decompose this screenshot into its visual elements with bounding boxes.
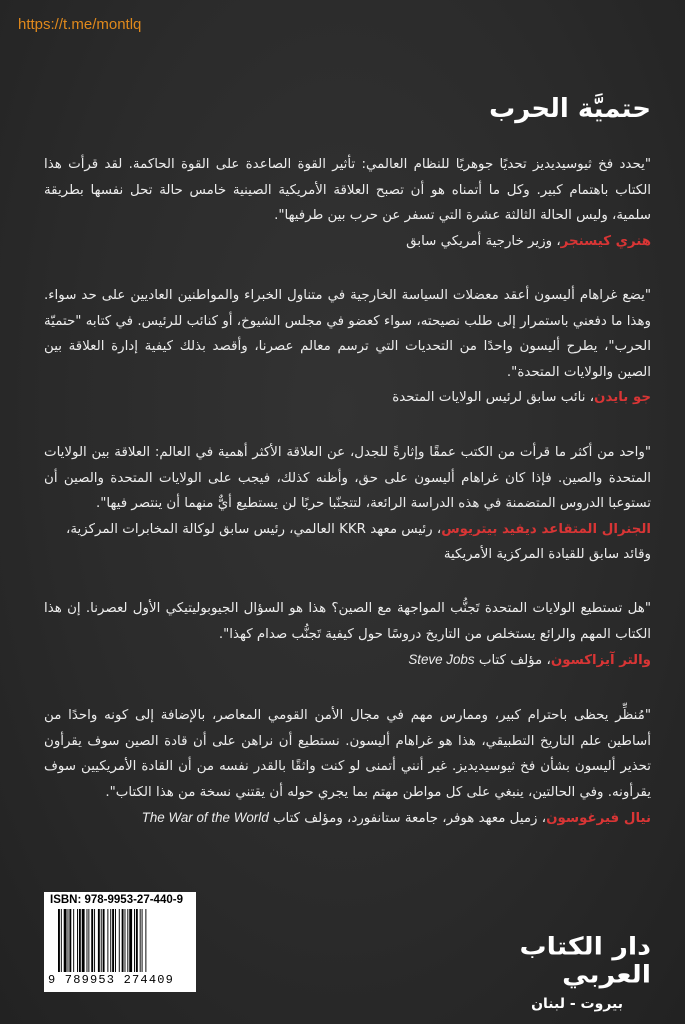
barcode-bar xyxy=(142,909,143,972)
quote-text: "يحدد فخ ثيوسيديديز تحديًا جوهريًا للنظام العالمي: تأثير القوة الصاعدة على القوة الحاكمة. لقد قرأت هذا الكتاب باهتمام كبير. وكل ما أتمناه هو أن تصبح العلاقة الأمريكية الصينية خامس حالة تحل نفسها بطريقة سلمية، وليس الحالة الثالثة عشرة التي تسفر عن حرب بين طرفيها". xyxy=(44,157,651,223)
barcode-bar xyxy=(88,909,89,972)
barcode-bar xyxy=(79,909,81,972)
barcode-bar xyxy=(122,909,124,972)
barcode-bar xyxy=(134,909,135,972)
publisher-logo: دار الكتاب العربي xyxy=(519,933,651,989)
isbn-barcode xyxy=(44,892,196,992)
barcode-bar xyxy=(145,909,146,972)
barcode-bar xyxy=(77,909,78,972)
watermark-link[interactable]: https://t.me/montlq xyxy=(18,16,142,33)
barcode-bar xyxy=(129,909,132,972)
quote-text: "مُنظِّر يحظى باحترام كبير، وممارس مهم في مجال الأمن القومي المعاصر، بالإضافة إلى كونه واحدًا من أساطين علم التاريخ التطبيقي، هذا هو غراهام أليسون. نستطيع أن نراهن على أن قادة الصين سوف يقرأون تحذير أليسون بشأن فخ ثيوسيديديز. غير أنني أتمنى لو كنت واثقًا بالقدر نفسه من أن القادة الأمريكيين سوف يقرأونه. وفي الحالتين، ينبغي على كل مواطن مهتم بما يجري حوله أن يقتني نسخة من هذا الكتاب". xyxy=(44,708,651,800)
quote-author-role: ، نائب سابق لرئيس الولايات المتحدة xyxy=(392,390,595,405)
quote-attribution xyxy=(44,385,651,411)
barcode-bar xyxy=(58,909,60,972)
barcode-bar xyxy=(127,909,128,972)
quote-author-role: ، رئيس معهد KKR العالمي، رئيس سابق لوكالة المخابرات المركزية، وقائد سابق للقيادة المركزية الأمريكية xyxy=(66,521,651,562)
barcode-bar xyxy=(94,909,95,972)
barcode-bar xyxy=(119,909,120,972)
barcode-bar xyxy=(91,909,93,972)
barcode-digits: 9 789953 274409 xyxy=(48,973,175,987)
quote-text: "واحد من أكثر ما قرأت من الكتب عمقًا وإثارةً للجدل، عن العلاقة الأكثر أهمية في العالم: العلاقة بين الولايات المتحدة والصين. فإذا كان غراهام أليسون على حق، وأظنه كذلك، فيجب على الولايات المتحدة والصين أن تستوعبا الدروس المتضمنة في هذه الدراسة الرائعة، لتتجنّبا حربًا لن يستطيع أيٌّ منهما أن ينتصر فيها". xyxy=(44,445,651,511)
quote-book-title: Steve Jobs xyxy=(408,652,475,667)
quote-author-role: ، مؤلف كتاب xyxy=(478,653,551,668)
barcode-bar xyxy=(98,909,100,972)
endorsement-quote xyxy=(44,596,651,674)
quote-author: الجنرال المتقاعد ديفيد بيتريوس xyxy=(441,521,651,537)
barcode-bar xyxy=(103,909,105,972)
barcode-bar xyxy=(101,909,102,972)
endorsement-quote xyxy=(44,703,651,832)
quote-author-role: ، وزير خارجية أمريكي سابق xyxy=(406,233,561,249)
quote-text: "يضع غراهام أليسون أعقد معضلات السياسة الخارجية في متناول الخبراء والمواطنين العاديين على حد سواء. وهذا ما دفعني باستمرار إلى طلب نصيحته، سواء كعضو في مجلس الشيوخ، أو كنائب للرئيس. في كتابه "حتميّة الحرب"، يطرح أليسون واحدًا من التحديات التي ترسم معالم عصرنا، وأقصد بذلك كيفية إدارة العلاقة بين الصين والولايات المتحدة". xyxy=(44,288,651,380)
barcode-bar xyxy=(73,909,74,972)
quote-author-role: ، زميل معهد هوفر، جامعة ستانفورد، ومؤلف كتاب xyxy=(272,811,547,826)
quote-attribution xyxy=(44,647,651,674)
barcode-bar xyxy=(136,909,138,972)
barcode-bar xyxy=(61,909,62,972)
barcode-bar xyxy=(87,909,88,972)
barcode-bar xyxy=(112,909,114,972)
barcode-bars xyxy=(58,909,188,972)
endorsement-quote xyxy=(44,283,651,411)
quote-text: "هل تستطيع الولايات المتحدة تَجنُّب المواجهة مع الصين؟ هذا هو السؤال الجيوبوليتيكي الأول لعصرنا. إن هذا الكتاب المهم والرائع يستخلص من التاريخ دروسًا حول كيفية تَجنُّب صدام كهذا". xyxy=(44,601,651,642)
quote-author: نيال فيرغوسون xyxy=(546,811,651,826)
quote-attribution xyxy=(44,805,651,832)
barcode-bar xyxy=(69,909,71,972)
barcode-bar xyxy=(107,909,108,972)
barcode-bar xyxy=(110,909,111,972)
quote-attribution xyxy=(44,517,651,568)
endorsement-quote xyxy=(44,152,651,254)
barcode-bar xyxy=(82,909,85,972)
isbn-label: ISBN: 978-9953-27-440-9 xyxy=(50,894,183,906)
barcode-bar xyxy=(64,909,67,972)
barcode-bar xyxy=(68,909,69,972)
barcode-bar xyxy=(140,909,141,972)
publisher-city: بيروت - لبنان xyxy=(531,996,623,1012)
quote-attribution xyxy=(44,229,651,255)
book-title: حتميَّة الحرب xyxy=(489,94,651,124)
endorsement-quote xyxy=(44,440,651,568)
quote-author: جو بايدن xyxy=(594,390,651,405)
quote-author: والتر آيزاكسون xyxy=(550,653,651,668)
barcode-bar xyxy=(125,909,126,972)
quote-book-title: The War of the World xyxy=(141,810,269,825)
barcode-bar xyxy=(115,909,116,972)
quote-author: هنري كيسنجر xyxy=(560,233,651,249)
publisher-block xyxy=(451,930,651,1012)
